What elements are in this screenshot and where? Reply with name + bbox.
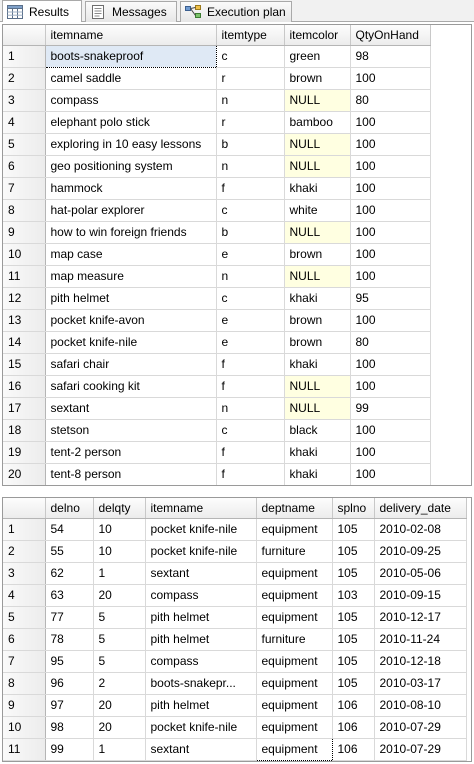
row-number[interactable]: 7 bbox=[3, 650, 45, 672]
cell-splno[interactable]: 106 bbox=[332, 716, 374, 738]
cell-delqty[interactable]: 10 bbox=[93, 540, 145, 562]
cell-itemtype[interactable]: b bbox=[216, 221, 284, 243]
cell-itemtype[interactable]: f bbox=[216, 375, 284, 397]
column-header-delivery-date[interactable]: delivery_date bbox=[374, 498, 466, 518]
results-grid-items[interactable] bbox=[2, 24, 472, 486]
cell-qtyonhand[interactable]: 80 bbox=[350, 89, 430, 111]
cell-splno[interactable]: 106 bbox=[332, 694, 374, 716]
cell-qtyonhand[interactable]: 80 bbox=[350, 331, 430, 353]
row-number[interactable]: 16 bbox=[3, 375, 45, 397]
cell-delno[interactable]: 97 bbox=[45, 694, 93, 716]
row-number[interactable]: 14 bbox=[3, 331, 45, 353]
cell-itemtype[interactable]: r bbox=[216, 67, 284, 89]
table-row[interactable] bbox=[3, 562, 466, 584]
cell-itemname[interactable]: pith helmet bbox=[45, 287, 216, 309]
row-number-header[interactable] bbox=[3, 498, 45, 518]
cell-qtyonhand[interactable]: 100 bbox=[350, 133, 430, 155]
cell-delivery-date[interactable]: 2010-11-24 bbox=[374, 628, 466, 650]
cell-delno[interactable]: 78 bbox=[45, 628, 93, 650]
cell-itemname[interactable]: pocket knife-nile bbox=[145, 518, 256, 540]
cell-itemtype[interactable]: n bbox=[216, 397, 284, 419]
execution-plan-icon bbox=[185, 5, 201, 19]
column-header-deptname[interactable]: deptname bbox=[256, 498, 332, 518]
table-row[interactable] bbox=[3, 694, 466, 716]
cell-itemname[interactable]: pocket knife-nile bbox=[145, 540, 256, 562]
cell-itemcolor[interactable]: NULL bbox=[284, 397, 350, 419]
cell-itemcolor[interactable]: NULL bbox=[284, 133, 350, 155]
cell-itemcolor[interactable]: brown bbox=[284, 67, 350, 89]
tab-messages[interactable] bbox=[85, 1, 177, 22]
cell-delqty[interactable]: 20 bbox=[93, 584, 145, 606]
cell-deptname[interactable]: furniture bbox=[256, 540, 332, 562]
cell-delivery-date[interactable]: 2010-09-15 bbox=[374, 584, 466, 606]
table-row[interactable] bbox=[3, 45, 430, 67]
cell-qtyonhand[interactable]: 100 bbox=[350, 441, 430, 463]
table-row[interactable] bbox=[3, 111, 430, 133]
table-row[interactable] bbox=[3, 331, 430, 353]
table-row[interactable] bbox=[3, 518, 466, 540]
cell-itemname[interactable]: geo positioning system bbox=[45, 155, 216, 177]
cell-itemname[interactable]: pith helmet bbox=[145, 606, 256, 628]
cell-itemname[interactable]: pith helmet bbox=[145, 694, 256, 716]
cell-itemtype[interactable]: e bbox=[216, 243, 284, 265]
cell-itemname[interactable]: tent-2 person bbox=[45, 441, 216, 463]
cell-itemname[interactable]: hammock bbox=[45, 177, 216, 199]
cell-itemname[interactable]: pocket knife-nile bbox=[145, 716, 256, 738]
results-tab-strip bbox=[0, 0, 474, 22]
cell-deptname[interactable]: equipment bbox=[256, 650, 332, 672]
cell-itemname[interactable]: elephant polo stick bbox=[45, 111, 216, 133]
table-row[interactable] bbox=[3, 716, 466, 738]
cell-splno[interactable]: 105 bbox=[332, 650, 374, 672]
table-row[interactable] bbox=[3, 419, 430, 441]
row-number[interactable]: 11 bbox=[3, 738, 45, 760]
table-row[interactable] bbox=[3, 584, 466, 606]
cell-deptname[interactable]: equipment bbox=[256, 606, 332, 628]
results-grid-icon bbox=[7, 5, 23, 19]
row-number[interactable]: 8 bbox=[3, 672, 45, 694]
cell-splno[interactable]: 103 bbox=[332, 584, 374, 606]
row-number[interactable]: 4 bbox=[3, 584, 45, 606]
cell-qtyonhand[interactable]: 100 bbox=[350, 243, 430, 265]
cell-qtyonhand[interactable]: 95 bbox=[350, 287, 430, 309]
cell-deptname[interactable]: equipment bbox=[256, 518, 332, 540]
cell-itemtype[interactable]: f bbox=[216, 441, 284, 463]
cell-itemname[interactable]: pith helmet bbox=[145, 628, 256, 650]
cell-delqty[interactable]: 5 bbox=[93, 606, 145, 628]
tab-execution-plan-label: Execution plan bbox=[207, 5, 286, 19]
cell-splno[interactable]: 105 bbox=[332, 628, 374, 650]
row-number[interactable]: 10 bbox=[3, 716, 45, 738]
row-number[interactable]: 5 bbox=[3, 133, 45, 155]
table-row[interactable] bbox=[3, 628, 466, 650]
cell-itemtype[interactable]: c bbox=[216, 45, 284, 67]
cell-delivery-date[interactable]: 2010-07-29 bbox=[374, 738, 466, 760]
cell-itemname[interactable]: map measure bbox=[45, 265, 216, 287]
cell-itemname[interactable]: sextant bbox=[145, 738, 256, 760]
row-number[interactable]: 19 bbox=[3, 441, 45, 463]
row-number[interactable]: 4 bbox=[3, 111, 45, 133]
cell-splno[interactable]: 105 bbox=[332, 606, 374, 628]
cell-delno[interactable]: 99 bbox=[45, 738, 93, 760]
cell-itemtype[interactable]: c bbox=[216, 199, 284, 221]
cell-itemname[interactable]: map case bbox=[45, 243, 216, 265]
table-row[interactable] bbox=[3, 89, 430, 111]
table-row[interactable] bbox=[3, 738, 466, 760]
table-row[interactable] bbox=[3, 287, 430, 309]
cell-itemname[interactable]: compass bbox=[45, 89, 216, 111]
table-row[interactable] bbox=[3, 540, 466, 562]
cell-itemtype[interactable]: b bbox=[216, 133, 284, 155]
row-number[interactable]: 8 bbox=[3, 199, 45, 221]
cell-splno[interactable]: 105 bbox=[332, 672, 374, 694]
cell-qtyonhand[interactable]: 100 bbox=[350, 265, 430, 287]
cell-delqty[interactable]: 5 bbox=[93, 650, 145, 672]
table-row[interactable] bbox=[3, 155, 430, 177]
cell-delivery-date[interactable]: 2010-02-08 bbox=[374, 518, 466, 540]
cell-qtyonhand[interactable]: 100 bbox=[350, 375, 430, 397]
cell-splno[interactable]: 105 bbox=[332, 540, 374, 562]
table-row[interactable] bbox=[3, 375, 430, 397]
cell-delivery-date[interactable]: 2010-05-06 bbox=[374, 562, 466, 584]
cell-qtyonhand[interactable]: 100 bbox=[350, 463, 430, 485]
messages-icon bbox=[90, 5, 106, 19]
column-header-itemtype[interactable]: itemtype bbox=[216, 25, 284, 45]
table-row[interactable] bbox=[3, 243, 430, 265]
row-number[interactable]: 18 bbox=[3, 419, 45, 441]
cell-delqty[interactable]: 10 bbox=[93, 518, 145, 540]
cell-itemname[interactable]: sextant bbox=[145, 562, 256, 584]
row-number[interactable]: 15 bbox=[3, 353, 45, 375]
cell-delno[interactable]: 96 bbox=[45, 672, 93, 694]
cell-itemcolor[interactable]: khaki bbox=[284, 463, 350, 485]
cell-itemcolor[interactable]: NULL bbox=[284, 221, 350, 243]
cell-itemname[interactable]: compass bbox=[145, 584, 256, 606]
cell-delno[interactable]: 95 bbox=[45, 650, 93, 672]
cell-delqty[interactable]: 1 bbox=[93, 562, 145, 584]
cell-itemcolor[interactable]: white bbox=[284, 199, 350, 221]
cell-itemcolor[interactable]: green bbox=[284, 45, 350, 67]
row-number-header[interactable] bbox=[3, 25, 45, 45]
cell-qtyonhand[interactable]: 100 bbox=[350, 419, 430, 441]
column-header-itemname[interactable]: itemname bbox=[45, 25, 216, 45]
cell-itemname[interactable]: safari chair bbox=[45, 353, 216, 375]
cell-itemcolor[interactable]: khaki bbox=[284, 177, 350, 199]
cell-itemcolor[interactable]: bamboo bbox=[284, 111, 350, 133]
column-header-delqty[interactable]: delqty bbox=[93, 498, 145, 518]
deliveries-table bbox=[3, 498, 467, 761]
cell-itemcolor[interactable]: NULL bbox=[284, 89, 350, 111]
cell-itemcolor[interactable]: black bbox=[284, 419, 350, 441]
table-row[interactable] bbox=[3, 221, 430, 243]
cell-itemtype[interactable]: f bbox=[216, 177, 284, 199]
table-row[interactable] bbox=[3, 353, 430, 375]
cell-itemname[interactable]: exploring in 10 easy lessons bbox=[45, 133, 216, 155]
cell-splno[interactable]: 105 bbox=[332, 518, 374, 540]
row-number[interactable]: 2 bbox=[3, 540, 45, 562]
cell-delqty[interactable]: 20 bbox=[93, 716, 145, 738]
tab-execution-plan[interactable] bbox=[180, 1, 292, 22]
cell-delivery-date[interactable]: 2010-07-29 bbox=[374, 716, 466, 738]
row-number[interactable]: 11 bbox=[3, 265, 45, 287]
cell-itemcolor[interactable]: brown bbox=[284, 243, 350, 265]
row-number[interactable]: 7 bbox=[3, 177, 45, 199]
table-row[interactable] bbox=[3, 265, 430, 287]
table-row[interactable] bbox=[3, 463, 430, 485]
cell-itemname[interactable]: boots-snakeproof bbox=[45, 45, 216, 67]
row-number[interactable]: 3 bbox=[3, 89, 45, 111]
table-row[interactable] bbox=[3, 177, 430, 199]
cell-itemcolor[interactable]: brown bbox=[284, 331, 350, 353]
table-row[interactable] bbox=[3, 133, 430, 155]
cell-deptname[interactable]: equipment bbox=[256, 716, 332, 738]
cell-itemtype[interactable]: n bbox=[216, 89, 284, 111]
row-number[interactable]: 20 bbox=[3, 463, 45, 485]
cell-delno[interactable]: 55 bbox=[45, 540, 93, 562]
row-number[interactable]: 9 bbox=[3, 221, 45, 243]
cell-delqty[interactable]: 2 bbox=[93, 672, 145, 694]
cell-itemtype[interactable]: e bbox=[216, 309, 284, 331]
cell-itemcolor[interactable]: NULL bbox=[284, 375, 350, 397]
row-number[interactable]: 1 bbox=[3, 45, 45, 67]
cell-itemname[interactable]: pocket knife-avon bbox=[45, 309, 216, 331]
row-number[interactable]: 2 bbox=[3, 67, 45, 89]
row-number[interactable]: 13 bbox=[3, 309, 45, 331]
column-header-itemname[interactable]: itemname bbox=[145, 498, 256, 518]
cell-delqty[interactable]: 20 bbox=[93, 694, 145, 716]
table-row[interactable] bbox=[3, 309, 430, 331]
table-row[interactable] bbox=[3, 672, 466, 694]
results-grid-deliveries[interactable] bbox=[2, 497, 472, 762]
table-row[interactable] bbox=[3, 441, 430, 463]
row-number[interactable]: 9 bbox=[3, 694, 45, 716]
cell-deptname[interactable]: equipment bbox=[256, 672, 332, 694]
items-table bbox=[3, 25, 431, 486]
row-number[interactable]: 17 bbox=[3, 397, 45, 419]
cell-itemtype[interactable]: e bbox=[216, 331, 284, 353]
table-row[interactable] bbox=[3, 397, 430, 419]
row-number[interactable]: 6 bbox=[3, 628, 45, 650]
items-header-row bbox=[3, 25, 430, 45]
cell-qtyonhand[interactable]: 99 bbox=[350, 397, 430, 419]
cell-itemtype[interactable]: n bbox=[216, 265, 284, 287]
cell-delqty[interactable]: 1 bbox=[93, 738, 145, 760]
cell-delivery-date[interactable]: 2010-12-17 bbox=[374, 606, 466, 628]
cell-delivery-date[interactable]: 2010-12-18 bbox=[374, 650, 466, 672]
cell-itemname[interactable]: how to win foreign friends bbox=[45, 221, 216, 243]
cell-itemtype[interactable]: r bbox=[216, 111, 284, 133]
table-row[interactable] bbox=[3, 606, 466, 628]
cell-splno[interactable]: 106 bbox=[332, 738, 374, 760]
cell-itemname[interactable]: pocket knife-nile bbox=[45, 331, 216, 353]
cell-deptname[interactable]: equipment bbox=[256, 584, 332, 606]
cell-itemname[interactable]: camel saddle bbox=[45, 67, 216, 89]
cell-qtyonhand[interactable]: 98 bbox=[350, 45, 430, 67]
tab-messages-label: Messages bbox=[112, 5, 167, 19]
cell-itemcolor[interactable]: NULL bbox=[284, 155, 350, 177]
row-number[interactable]: 1 bbox=[3, 518, 45, 540]
cell-itemtype[interactable]: c bbox=[216, 287, 284, 309]
cell-itemname[interactable]: sextant bbox=[45, 397, 216, 419]
cell-delno[interactable]: 62 bbox=[45, 562, 93, 584]
cell-itemcolor[interactable]: khaki bbox=[284, 287, 350, 309]
cell-itemcolor[interactable]: khaki bbox=[284, 353, 350, 375]
row-number[interactable]: 6 bbox=[3, 155, 45, 177]
cell-itemtype[interactable]: n bbox=[216, 155, 284, 177]
cell-splno[interactable]: 105 bbox=[332, 562, 374, 584]
column-header-delno[interactable]: delno bbox=[45, 498, 93, 518]
row-number[interactable]: 12 bbox=[3, 287, 45, 309]
cell-delno[interactable]: 77 bbox=[45, 606, 93, 628]
cell-itemcolor[interactable]: NULL bbox=[284, 265, 350, 287]
table-row[interactable] bbox=[3, 650, 466, 672]
cell-itemtype[interactable]: f bbox=[216, 463, 284, 485]
tab-results-label: Results bbox=[29, 4, 70, 19]
cell-delivery-date[interactable]: 2010-09-25 bbox=[374, 540, 466, 562]
cell-itemname[interactable]: compass bbox=[145, 650, 256, 672]
cell-itemname[interactable]: boots-snakepr... bbox=[145, 672, 256, 694]
cell-qtyonhand[interactable]: 100 bbox=[350, 199, 430, 221]
cell-qtyonhand[interactable]: 100 bbox=[350, 221, 430, 243]
cell-delivery-date[interactable]: 2010-08-10 bbox=[374, 694, 466, 716]
cell-delno[interactable]: 54 bbox=[45, 518, 93, 540]
tab-results[interactable] bbox=[2, 0, 82, 22]
cell-qtyonhand[interactable]: 100 bbox=[350, 111, 430, 133]
table-row[interactable] bbox=[3, 67, 430, 89]
cell-itemtype[interactable]: f bbox=[216, 353, 284, 375]
column-header-itemcolor[interactable]: itemcolor bbox=[284, 25, 350, 45]
cell-qtyonhand[interactable]: 100 bbox=[350, 155, 430, 177]
cell-qtyonhand[interactable]: 100 bbox=[350, 67, 430, 89]
cell-itemcolor[interactable]: khaki bbox=[284, 441, 350, 463]
cell-delivery-date[interactable]: 2010-03-17 bbox=[374, 672, 466, 694]
cell-qtyonhand[interactable]: 100 bbox=[350, 353, 430, 375]
column-header-splno[interactable]: splno bbox=[332, 498, 374, 518]
cell-itemcolor[interactable]: brown bbox=[284, 309, 350, 331]
cell-itemtype[interactable]: c bbox=[216, 419, 284, 441]
cell-deptname[interactable]: equipment bbox=[256, 694, 332, 716]
row-number[interactable]: 5 bbox=[3, 606, 45, 628]
cell-itemname[interactable]: safari cooking kit bbox=[45, 375, 216, 397]
column-header-qtyonhand[interactable]: QtyOnHand bbox=[350, 25, 430, 45]
cell-deptname[interactable]: equipment bbox=[256, 562, 332, 584]
row-number[interactable]: 10 bbox=[3, 243, 45, 265]
table-row[interactable] bbox=[3, 199, 430, 221]
cell-deptname[interactable]: furniture bbox=[256, 628, 332, 650]
cell-delno[interactable]: 98 bbox=[45, 716, 93, 738]
cell-itemname[interactable]: stetson bbox=[45, 419, 216, 441]
deliveries-header-row bbox=[3, 498, 466, 518]
row-number[interactable]: 3 bbox=[3, 562, 45, 584]
cell-itemname[interactable]: hat-polar explorer bbox=[45, 199, 216, 221]
cell-itemname[interactable]: tent-8 person bbox=[45, 463, 216, 485]
cell-qtyonhand[interactable]: 100 bbox=[350, 309, 430, 331]
cell-delno[interactable]: 63 bbox=[45, 584, 93, 606]
cell-qtyonhand[interactable]: 100 bbox=[350, 177, 430, 199]
cell-delqty[interactable]: 5 bbox=[93, 628, 145, 650]
cell-deptname[interactable]: equipment bbox=[256, 738, 332, 760]
